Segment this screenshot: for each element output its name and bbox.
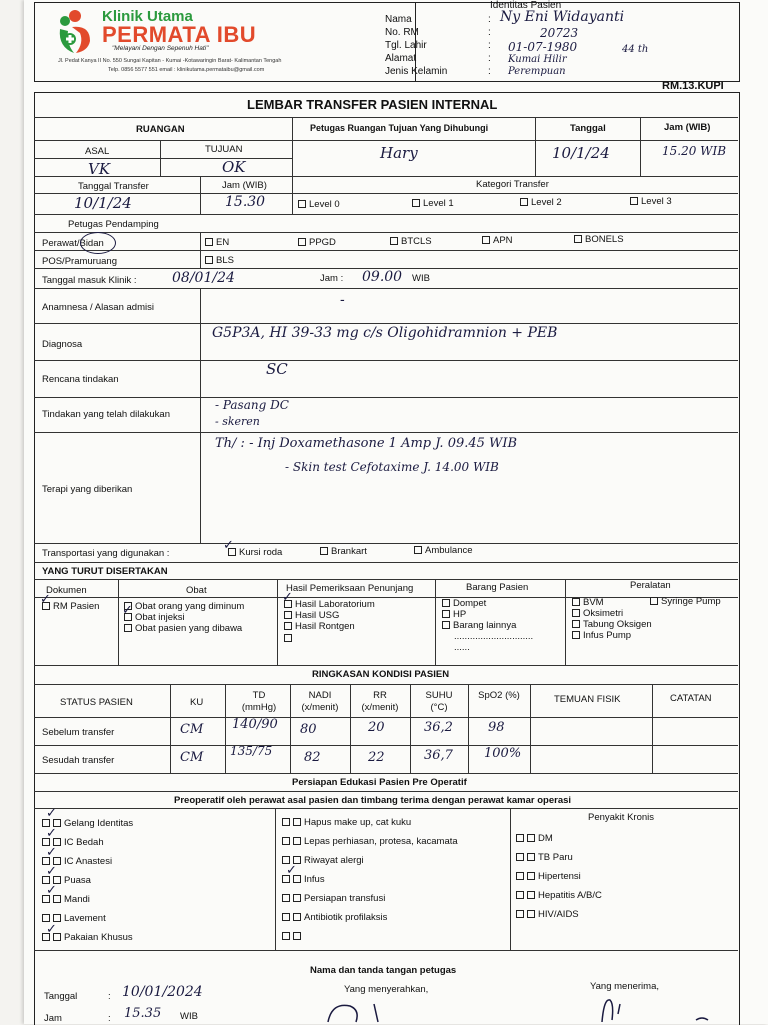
transportasi-label: Transportasi yang digunakan : [42, 548, 170, 559]
rm-pasien-item[interactable]: RM Pasien [42, 601, 99, 612]
address-label: Alamat [385, 53, 417, 64]
dompet-item[interactable]: Dompet [442, 598, 486, 609]
anamnesa-label: Anamnesa / Alasan admisi [42, 302, 154, 313]
clinic-name-small: Klinik Utama [102, 8, 193, 25]
sesudah-ku: CM [180, 750, 204, 765]
cert-ppgd[interactable]: PPGD [298, 237, 336, 248]
jam-transfer-value: 15.30 [225, 194, 266, 210]
jam-header: Jam (WIB) [664, 122, 711, 133]
pre-perhiasan[interactable]: Lepas perhiasan, protesa, kacamata [282, 836, 458, 847]
sesudah-suhu: 36,7 [424, 748, 453, 763]
sebelum-td: 140/90 [232, 717, 278, 732]
hasil-usg-item[interactable]: Hasil USG [284, 610, 339, 621]
barang-dots-2: ...... [454, 642, 470, 653]
cert-bonels[interactable]: BONELS [574, 234, 624, 245]
tindakan-value-2: - skeren [215, 415, 260, 428]
anamnesa-value: - [340, 292, 345, 308]
nama-ttd-header: Nama dan tanda tangan petugas [310, 965, 457, 976]
clinic-contact: Telp. 0856 5577 551 email : klinikutama.permataibu@gmail.com [108, 67, 265, 73]
sesudah-nadi: 82 [304, 750, 321, 765]
asal-value: VK [88, 160, 111, 178]
diagnosa-label: Diagnosa [42, 339, 83, 350]
brankart-option[interactable]: Brankart [320, 546, 367, 557]
wib-ttd-label: WIB [180, 1011, 198, 1022]
obat-header: Obat [186, 585, 207, 596]
identity-title: Identitas Pasien [490, 0, 562, 11]
gender-label: Jenis Kelamin [385, 66, 448, 77]
patient-age: 44 th [622, 44, 649, 55]
kronis-dm[interactable]: DM [516, 833, 553, 844]
tanggal-value: 10/1/24 [552, 144, 610, 162]
dob-label: Tgl. Lahir [385, 40, 427, 51]
pre-transfusi[interactable]: Persiapan transfusi [282, 893, 385, 904]
barang-dots: .............................. [454, 631, 534, 642]
hasil-other-item[interactable] [284, 633, 295, 644]
signature-receiver [596, 990, 716, 1024]
pos-label: POS/Pramuruang [42, 256, 117, 267]
pre-mid-blank[interactable] [282, 931, 304, 942]
infus-pump-item[interactable]: Infus Pump [572, 630, 631, 641]
sesudah-spo2: 100% [484, 746, 522, 761]
signature-sender [320, 996, 400, 1024]
jam-transfer-label: Jam (WIB) [222, 180, 267, 191]
jam-value: 15.20 WIB [662, 144, 727, 158]
patient-dob: 01-07-1980 [508, 40, 578, 54]
preoperatif-header: Preoperatif oleh perawat asal pasien dan timbang terima dengan perawat kamar operasi [174, 795, 572, 806]
tanggal-transfer-value: 10/1/24 [74, 194, 132, 212]
jam-ttd-value: 15.35 [124, 1006, 162, 1021]
sebelum-spo2: 98 [488, 720, 505, 735]
jam-masuk-value: 09.00 [362, 269, 403, 285]
hasil-lab-item[interactable]: Hasil Laboratorium [284, 599, 375, 610]
form-title: LEMBAR TRANSFER PASIEN INTERNAL [247, 97, 498, 112]
clinic-slogan: "Melayani Dengan Sepenuh Hati" [112, 45, 209, 52]
persiapan-header: Persiapan Edukasi Pasien Pre Operatif [292, 777, 467, 788]
pre-ic-bedah[interactable]: IC Bedah [42, 837, 104, 848]
patient-address: Kumai Hilir [508, 54, 567, 65]
dokumen-header: Dokumen [46, 585, 87, 596]
temuan-header: TEMUAN FISIK [554, 694, 621, 705]
perawat-bidan-label: Perawat/Bidan [42, 238, 104, 249]
cert-bls[interactable]: BLS [205, 255, 234, 266]
sesudah-rr: 22 [368, 750, 385, 765]
yang-menerima-label: Yang menerima, [590, 981, 659, 992]
ruangan-header: RUANGAN [136, 124, 185, 135]
penyakit-kronis-header: Penyakit Kronis [588, 812, 655, 823]
ku-header: KU [190, 697, 204, 708]
kronis-hiv[interactable]: HIV/AIDS [516, 909, 579, 920]
sebelum-suhu: 36,2 [424, 720, 453, 735]
kategori-label: Kategori Transfer [476, 179, 549, 190]
pre-lavement[interactable]: Lavement [42, 913, 106, 924]
obat-diminum-item[interactable]: Obat orang yang diminum [124, 601, 244, 612]
petugas-value: Hary [380, 144, 418, 162]
form-code: RM.13.KUPI [662, 80, 724, 92]
pre-infus[interactable]: Infus [282, 874, 325, 885]
bidan-circle-mark [80, 232, 116, 254]
wib-label: WIB [412, 273, 430, 284]
clinic-name: PERMATA IBU [102, 22, 257, 47]
barang-header: Barang Pasien [466, 582, 529, 593]
suhu-header: SUHU (°C) [425, 690, 453, 713]
clinic-logo-icon [54, 7, 96, 55]
tanggal-ttd-value: 10/01/2024 [122, 984, 203, 1000]
hasil-header: Hasil Pemeriksaan Penunjang [286, 583, 414, 594]
pre-gelang[interactable]: Gelang Identitas [42, 818, 133, 829]
level-3-checkbox[interactable]: Level 3 [630, 196, 672, 207]
kursi-roda-checkmark: ✓ [223, 538, 234, 553]
terapi-value-1: Th/ : - Inj Doxamethasone 1 Amp J. 09.45 WIB [215, 436, 518, 451]
patient-name: Ny Eni Widayanti [500, 9, 625, 25]
obat-dibawa-item[interactable]: Obat pasien yang dibawa [124, 623, 242, 634]
tgl-masuk-label: Tanggal masuk Klinik : [42, 275, 137, 286]
tujuan-value: OK [222, 158, 246, 176]
syringe-pump-item[interactable]: Syringe Pump [650, 596, 721, 607]
tanggal-transfer-label: Tanggal Transfer [78, 181, 149, 192]
sebelum-nadi: 80 [300, 722, 317, 737]
tindakan-label: Tindakan yang telah dilakukan [42, 409, 170, 420]
rencana-value: SC [266, 360, 288, 378]
terapi-label: Terapi yang diberikan [42, 484, 133, 495]
diagnosa-value: G5P3A, HI 39-33 mg c/s Oligohidramnion + PEB [212, 325, 558, 341]
tujuan-label: TUJUAN [205, 144, 243, 155]
rr-header: RR (x/menit) [361, 690, 399, 713]
jam-masuk-label: Jam : [320, 273, 344, 284]
pre-ic-anastesi[interactable]: IC Anastesi [42, 856, 112, 867]
sebelum-rr: 20 [368, 720, 385, 735]
pendamping-label: Petugas Pendamping [68, 219, 159, 230]
oksimetri-item[interactable]: Oksimetri [572, 608, 623, 619]
spo2-header: SpO2 (%) [478, 690, 520, 701]
barang-lainnya-item[interactable]: Barang lainnya [442, 620, 516, 631]
hp-item[interactable]: HP [442, 609, 466, 620]
bvm-item[interactable]: BVM [572, 597, 604, 608]
level-1-checkbox[interactable]: Level 1 [412, 198, 454, 209]
sesudah-td: 135/75 [230, 744, 273, 758]
cert-en[interactable]: EN [205, 237, 229, 248]
status-pasien-header: STATUS PASIEN [60, 697, 133, 708]
tindakan-value-1: - Pasang DC [215, 398, 289, 412]
catatan-header: CATATAN [670, 693, 712, 704]
asal-label: ASAL [85, 146, 110, 157]
terapi-value-2: - Skin test Cefotaxime J. 14.00 WIB [285, 460, 499, 474]
turut-header: YANG TURUT DISERTAKAN [42, 566, 168, 577]
pre-antibiotik[interactable]: Antibiotik profilaksis [282, 912, 387, 923]
kursi-roda-option[interactable]: Kursi roda [228, 547, 282, 558]
rm-label: No. RM [385, 27, 419, 38]
tanggal-ttd-label: Tanggal [44, 991, 78, 1002]
kronis-hipertensi[interactable]: Hipertensi [516, 871, 581, 882]
yang-menyerahkan-label: Yang menyerahkan, [344, 984, 429, 995]
pre-pakaian[interactable]: Pakaian Khusus [42, 932, 133, 943]
name-label: Nama [385, 14, 412, 25]
patient-gender: Perempuan [508, 66, 566, 77]
sesudah-label: Sesudah transfer [42, 755, 115, 766]
level-0-checkbox[interactable]: Level 0 [298, 199, 340, 210]
ambulance-option[interactable]: Ambulance [414, 545, 473, 556]
sebelum-ku: CM [180, 722, 204, 737]
nadi-header: NADI (x/menit) [301, 690, 339, 713]
pre-makeup[interactable]: Hapus make up, cat kuku [282, 817, 411, 828]
jam-ttd-label: Jam [44, 1013, 62, 1024]
rencana-label: Rencana tindakan [42, 374, 119, 385]
petugas-tujuan-header: Petugas Ruangan Tujuan Yang Dihubungi [310, 123, 489, 133]
patient-rm: 20723 [540, 26, 579, 40]
tanggal-header: Tanggal [570, 123, 606, 134]
cert-btcls[interactable]: BTCLS [390, 236, 432, 247]
obat-injeksi-item[interactable]: Obat injeksi [124, 612, 185, 623]
level-2-checkbox[interactable]: Level 2 [520, 197, 562, 208]
clinic-address: Jl. Pedat Kanya II No. 550 Sungai Kapitan - Kumai -Kotawaringin Barat- Kalimantan Tengah [58, 58, 282, 64]
ringkasan-header: RINGKASAN KONDISI PASIEN [312, 669, 450, 680]
pre-puasa[interactable]: Puasa [42, 875, 91, 886]
pre-alergi[interactable]: Riwayat alergi [282, 855, 364, 866]
pre-mandi[interactable]: Mandi [42, 894, 90, 905]
td-header: TD (mmHg) [241, 690, 277, 713]
hasil-rontgen-item[interactable]: Hasil Rontgen [284, 621, 355, 632]
kronis-hepatitis[interactable]: Hepatitis A/B/C [516, 890, 602, 901]
kronis-tb[interactable]: TB Paru [516, 852, 573, 863]
cert-apn[interactable]: APN [482, 235, 513, 246]
sebelum-label: Sebelum transfer [42, 727, 115, 738]
tabung-oksigen-item[interactable]: Tabung Oksigen [572, 619, 652, 630]
tgl-masuk-value: 08/01/24 [172, 270, 235, 286]
peralatan-header: Peralatan [630, 580, 671, 591]
